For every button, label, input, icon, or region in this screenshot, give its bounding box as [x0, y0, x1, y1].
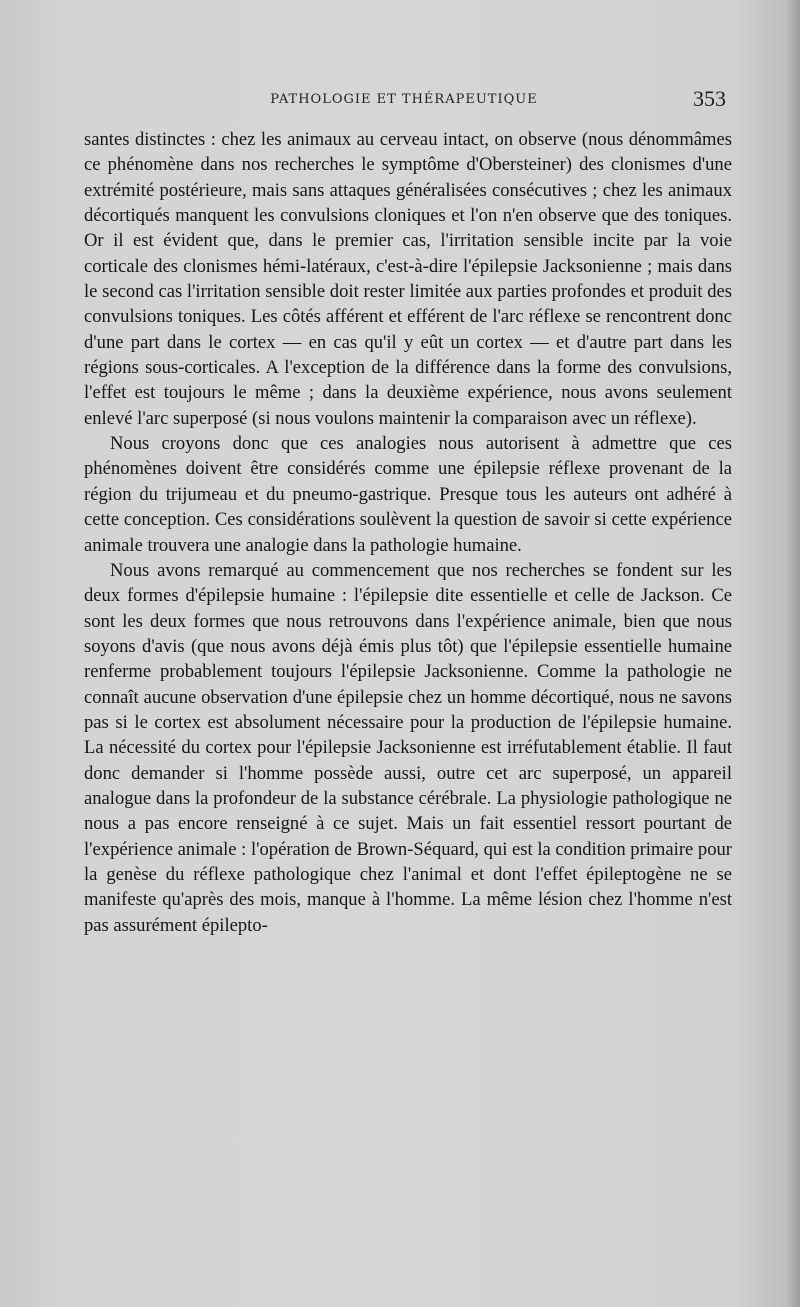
page-number: 353: [693, 86, 726, 111]
paragraph: santes distinctes : chez les animaux au cerveau intact, on observe (nous dénommâmes ce phénomène dans nos recherches le symptôme d'Obersteiner) des clonismes d'une extrémité postérieure, mais sans attaques généralisées consécutives ; chez les animaux décortiqués manquent les convulsions cloniques et l'on n'en observe que des toniques. Or il est évident que, dans le premier cas, l'irritation sensible incite par la voie corticale des clonismes hémi-latéraux, c'est-à-dire l'épilepsie Jacksonienne ; mais dans le second cas l'irritation sensible doit rester limitée aux parties profondes et produit des convulsions toniques. Les côtés afférent et efférent de l'arc réflexe se rencontrent donc d'une part dans le cortex — en cas qu'il y eût un cortex — et d'autre part dans les régions sous-corticales. A l'exception de la différence dans la forme des convulsions, l'effet est toujours le même ; dans la deuxième expérience, nous avons seulement enlevé l'arc superposé (si nous voulons maintenir la comparaison avec un réflexe).: [84, 129, 732, 429]
body-text: [84, 127, 732, 938]
paragraph: Nous avons remarqué au commencement que nos recherches se fondent sur les deux formes d'épilepsie humaine : l'épilepsie dite essentielle et celle de Jackson. Ce sont les deux formes que nous retrouvons dans l'expérience animale, bien que nous soyons d'avis (que nous avons déjà émis plus tôt) que l'épilepsie essentielle humaine renferme probablement toujours l'épilepsie Jacksonienne. Comme la pathologie ne connaît aucune observation d'une épilepsie chez un homme décortiqué, nous ne savons pas si le cortex est absolument nécessaire pour la production de l'épilepsie humaine. La nécessité du cortex pour l'épilepsie Jacksonienne est irréfutablement établie. Il faut donc demander si l'homme possède aussi, outre cet arc superposé, un appareil analogue dans la profondeur de la substance cérébrale. La physiologie pathologique ne nous a pas encore renseigné à ce sujet. Mais un fait essentiel ressort pourtant de l'expérience animale : l'opération de Brown-Séquard, qui est la condition primaire pour la genèse du réflexe pathologique chez l'animal et dont l'effet épileptogène ne se manifeste qu'après des mois, manque à l'homme. La même lésion chez l'homme n'est pas assurément épilepto-: [84, 559, 732, 936]
running-head: PATHOLOGIE ET THÉRAPEUTIQUE: [270, 92, 538, 107]
page-header: [84, 86, 724, 120]
paragraph: Nous croyons donc que ces analogies nous autorisent à admettre que ces phénomènes doivent être considérés comme une épilepsie réflexe provenant de la région du trijumeau et du pneumo-gastrique. Presque tous les auteurs ont adhéré à cette conception. Ces considérations soulèvent la question de savoir si cette expérience animale trouvera une analogie dans la pathologie humaine.: [84, 433, 732, 556]
